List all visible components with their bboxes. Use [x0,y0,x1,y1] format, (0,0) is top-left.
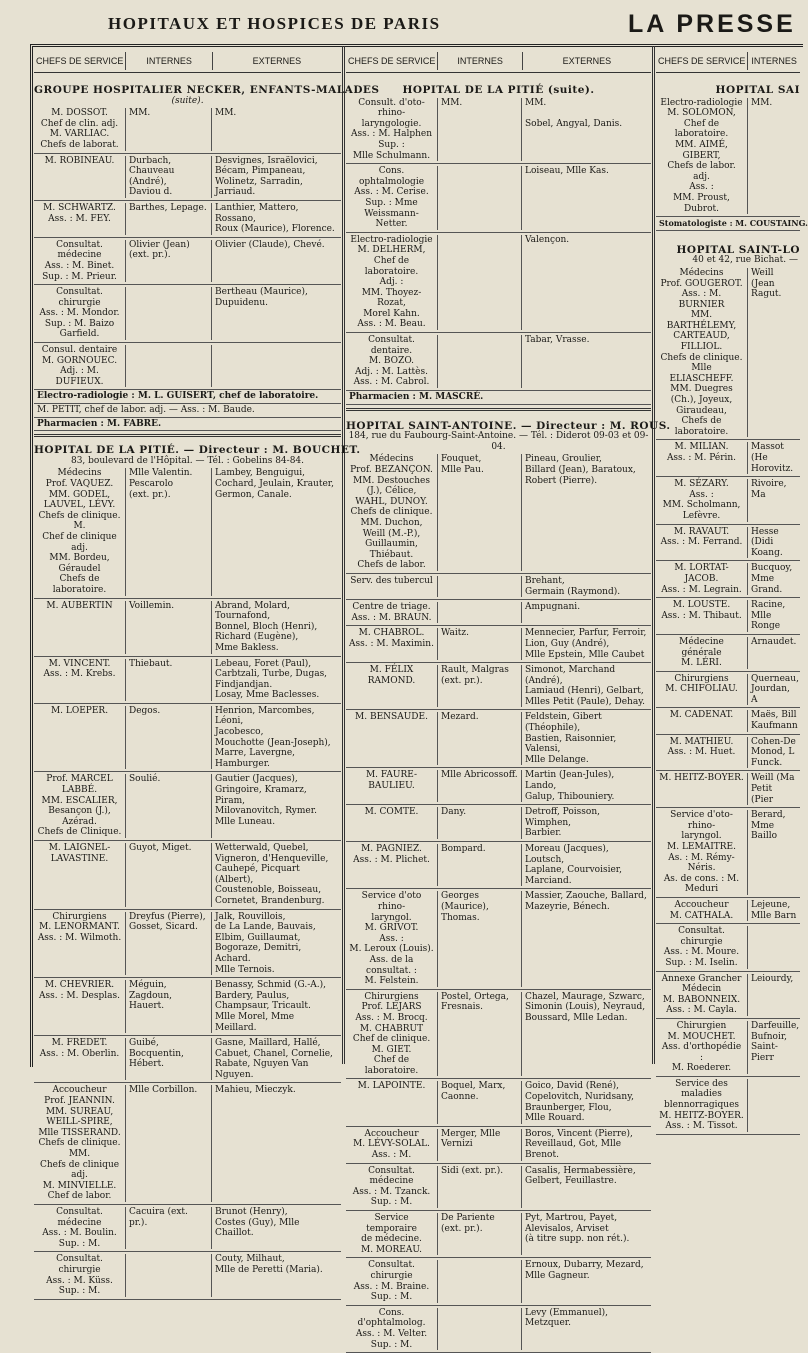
stomato-line: Stomatologiste : M. COUSTAING. [656,217,800,231]
table-necker [34,106,341,390]
table-row [656,898,800,924]
table-row [346,452,651,574]
cell-internes: Merger, Mlle Vernizi [438,1129,522,1161]
cell-chef: Médecine générale M. LÉRI. [656,637,748,669]
table-row [34,772,341,841]
cell-chef: M. CHEVRIER. Ass. : M. Desplas. [34,980,126,1033]
table-row [656,708,800,734]
section-title-pitie: HOPITAL DE LA PITIÉ. — Directeur : M. BOUCHET. [34,444,361,457]
table-row [346,805,651,842]
cell-externes: Valençon. [525,234,570,245]
cell-internes: Guyot, Miget. [126,843,212,907]
cell-chef: Accoucheur Prof. JEANNIN. MM. SUREAU, WEILL-SPIRE, Mlle TISSERAND. Chefs de clinique. MM. Chefs de clinique adj. M. MINVIELLE. Chef de labor. [34,1085,126,1202]
table-row [656,735,800,772]
header-internes: INTERNES [751,56,797,66]
cell-chef: M. VINCENT. Ass. : M. Krebs. [34,659,126,701]
cell-internes: Georges (Maurice), Thomas. [438,891,522,986]
column-header [656,50,800,73]
table-row [346,768,651,805]
table-row [656,96,800,218]
column-1 [34,50,380,1297]
column-3 [656,50,808,1132]
page-title: HOPITAUX ET HOSPICES DE PARIS [108,14,441,33]
cell-internes: Boquel, Marx, Caonne. [438,1081,522,1123]
cell-externes: Chazel, Maurage, Szwarc, Simonin (Louis), Neyraud, Boussard, Mlle Ledan. [525,991,646,1023]
table-row [656,635,800,672]
cell-internes: Olivier (Jean) (ext. pr.). [126,240,212,282]
table-row [346,626,651,663]
cell-internes: Bucquoy, Mme Grand. [751,563,793,595]
cell-internes: MM. [751,97,773,108]
cell-chef: M. HEITZ-BOYER. [656,773,748,805]
table-row [346,233,651,333]
cell-internes: MM. [126,108,212,150]
table-pitie [34,466,341,1299]
footer-line: Electro-radiologie : M. L. GUISERT, chef de laboratoire. [34,390,341,404]
cell-chef: M. RAVAUT. Ass. : M. Ferrand. [656,527,748,559]
column-header [34,50,341,73]
table-antoine [346,452,651,1353]
table-row [346,1164,651,1211]
cell-internes: Barthes, Lepage. [126,203,212,235]
header-chefs: CHEFS DE SERVICE [346,52,438,70]
header-externes: EXTERNES [562,56,612,66]
cell-chef: M. SÉZARY. Ass. : MM. Scholmann, Lefèvre. [656,479,748,521]
section-title-necker: GROUPE HOSPITALIER NECKER, ENFANTS-MALADES [34,84,380,96]
cell-internes [438,576,522,597]
cell-internes: Bompard. [438,844,522,886]
table-row [34,841,341,910]
cell-internes: Weill (Jean Ragut. [751,267,782,300]
cell-externes: Tabar, Vrasse. [525,335,590,346]
cell-chef: Consultat. médecine Ass. : M. Boulin. Sup. : M. [34,1207,126,1249]
cell-externes: Lebeau, Foret (Paul), Carbtzali, Turbe, Dugas, Findjandjan. Losay, Mme Baclesses. [215,658,328,701]
cell-internes: Waitz. [438,628,522,660]
cell-chef: M. CHABROL. Ass. : M. Maximin. [346,628,438,660]
section-subtitle: (suite). [171,95,204,106]
cell-internes: Berard, Mme Baillo [751,810,786,842]
cell-externes: Loiseau, Mlle Kas. [525,166,609,177]
table-row [346,663,651,710]
cell-externes: Ernoux, Dubarry, Mezard, Mlle Gagneur. [525,1260,644,1281]
cell-chef: M. LOEPER. [34,706,126,770]
cell-chef: M. MILIAN. Ass. : M. Périn. [656,442,748,474]
cell-externes: Olivier (Claude), Chevé. [215,239,325,250]
cell-internes: Darfeuille, Bufnoir, Saint-Pierr [751,1020,800,1063]
cell-externes: Abrand, Molard, Tournafond, Bonnel, Bloch (Henri), Richard (Eugène), Mme Bakless. [215,600,318,653]
table-row [346,1079,651,1126]
cell-internes [438,166,522,230]
table-row [34,343,341,390]
cell-chef: Service d'oto rhino- laryngol. M. GRIVOT. Ass. : M. Leroux (Louis). Ass. de la consultat. : M. Felstein. [346,891,438,986]
cell-chef: Consultat. chirurgie Ass. : M. Mondor. Sup. : M. Baizo Garfield. [34,287,126,340]
cell-chef: Consul. dentaire M. GORNOUEC. Adj. : M. DUFIEUX. [34,345,126,387]
table-row [34,466,341,598]
cell-chef: M. BENSAUDE. [346,712,438,765]
cell-externes: Lanthier, Mattero, Rossano, Roux (Maurice), Florence. [215,202,335,235]
table-row [34,704,341,773]
table-row [656,972,800,1019]
cell-chef: Chirurgiens Prof. LEJARS Ass. : M. Brocq. M. CHABRUT Chef de clinique. M. GIET. Chef de laboratoire. [346,992,438,1077]
cell-chef: M. COMTE. [346,807,438,839]
cell-internes: Postel, Ortega, Fresnais. [438,992,522,1077]
cell-externes: Levy (Emmanuel), Metzquer. [525,1307,609,1329]
cell-externes: Goico, David (René), Copelovitch, Nuridsany, Braunberger, Flou, Mlle Rouard. [525,1081,634,1124]
cell-chef: M. FAURE-BAULIEU. [346,770,438,802]
table-row [34,1205,341,1252]
table-row [346,1258,651,1305]
cell-chef: Cons. d'ophtalmolog. Ass. : M. Velter. Sup. : M. [346,1308,438,1350]
cell-chef: Service des maladies blennorragiques M. HEITZ-BOYER. Ass. : M. Tissot. [656,1079,748,1132]
table-row [656,477,800,524]
table-row [34,201,341,238]
cell-externes: Brunot (Henry), Costes (Guy), Mlle Chaillot. [215,1207,300,1239]
table-row [346,990,651,1080]
table-row [34,1083,341,1205]
table-row [34,154,341,201]
cell-externes: Bertheau (Maurice), Dupuidenu. [215,287,308,308]
cell-internes: Querneau, Jourdan, A [751,673,799,705]
column-rule [652,46,655,1064]
cell-externes: Massier, Zaouche, Ballard, Mazeyrie, Bénech. [525,891,647,912]
cell-chef: M. LOUSTE. Ass. : M. Thibaut. [656,600,748,632]
table-row [346,842,651,889]
cell-externes: Couty, Milhaut, Mlle de Peretti (Maria). [215,1254,323,1275]
cell-internes: Voillemin. [126,601,212,654]
cell-chef: Accoucheur M. CATHALA. [656,900,748,921]
cell-chef: Prof. MARCEL LABBÉ. MM. ESCALIER, Besançon (J.), Azérad. Chefs de Clinique. [34,774,126,838]
cell-internes: Degos. [126,706,212,770]
table-row [34,238,341,285]
cell-externes: Feldstein, Gibert (Théophile), Bastien, Raisonnier, Valensi, Mlle Delange. [525,712,617,765]
table-row [34,657,341,704]
cell-externes: Mennecier, Parfur, Ferroir, Lion, Guy (André), Mlle Epstein, Mlle Caubet [525,628,647,660]
cell-externes [212,345,341,387]
cell-chef: Accoucheur M. LÉVY-SOLAL. Ass. : M. [346,1129,438,1161]
table-row [656,924,800,971]
section-title-antoine: HOPITAL SAINT-ANTOINE. — Directeur : M. ROUS. [346,419,671,432]
table-row [34,1036,341,1083]
journal-title: LA PRESSE [628,10,796,38]
footer-line: M. PETIT, chef de labor. adj. — Ass. : M. Baude. [34,404,341,418]
cell-internes [126,345,212,387]
table-row [346,333,651,391]
cell-chef: M. FÉLIX RAMOND. [346,665,438,707]
cell-chef: Centre de triage. Ass. : M. BRAUN. [346,602,438,623]
column-rule [342,46,345,1064]
table-row [34,910,341,979]
table-row [346,1127,651,1164]
cell-externes: Simonot, Marchand (André), Lamiaud (Henri), Gelbart, Mlles Petit (Paule), Dehay. [525,665,645,707]
cell-chef: Chirurgiens M. CHIFOLIAU. [656,674,748,706]
cell-externes: Gautier (Jacques), Gringoire, Kramarz, Piram, Milovanovitch, Rymer. Mlle Luneau. [215,774,317,827]
column-header [346,50,651,73]
section-title-saint-louis: HOPITAL SAINT-LO [676,243,800,256]
section-address: 40 et 42, rue Bichat. — [692,255,798,266]
table-row [34,1252,341,1299]
cell-chef: M. AUBERTIN [34,601,126,654]
cell-internes: Racine, Mlle Ronge [751,600,786,632]
cell-externes: MM. Sobel, Angyal, Danis. [525,97,623,129]
table-row [34,285,341,343]
cell-internes [748,926,800,968]
cell-internes [748,1079,800,1132]
cell-chef: M. FREDET. Ass. : M. Oberlin. [34,1038,126,1080]
table-row [656,771,800,808]
cell-chef: Annexe Grancher Médecin M. BABONNEIX. Ass. : M. Cayla. [656,974,748,1016]
cell-externes: Benassy, Schmid (G.-A.), Bardery, Paulus, Champsaur, Tricault. Mlle Morel, Mme Meillard. [215,980,327,1033]
cell-chef: Médecins Prof. VAQUEZ. MM. GODEL, LAUVEL, LÉVY. Chefs de clinique. M. Chef de clinique adj. MM. Bordeu, Géraudel Chefs de laboratoire. [34,468,126,595]
cell-internes [438,602,522,623]
table-row [656,1019,800,1077]
cell-chef: M. ROBINEAU. [34,156,126,198]
cell-chef: Consultat. chirurgie Ass. : M. Moure. Sup. : M. Iselin. [656,926,748,968]
cell-internes: Mlle Abricossoff. [438,770,522,802]
cell-internes: Durbach, Chauveau (André), Daviou d. [126,156,212,198]
table-row [656,525,800,562]
table-row [34,599,341,657]
table-row [656,561,800,598]
header-chefs: CHEFS DE SERVICE [656,52,748,70]
cell-chef: M. LORTAT-JACOB. Ass. : M. Legrain. [656,563,748,595]
cell-internes: Hesse (Didi Koang. [751,526,783,558]
cell-internes: De Pariente (ext. pr.). [438,1213,522,1255]
table-row [346,164,651,233]
cell-chef: Service temporaire de médecine. M. MOREAU. [346,1213,438,1255]
cell-externes: Casalis, Hermabessière, Gelbert, Feuillastre. [525,1165,636,1187]
header-internes: INTERNES [438,52,522,70]
cell-internes: Dany. [438,807,522,839]
cell-chef: Médecins Prof. BEZANÇON. MM. Destouches (J.), Célice, WAHL, DUNOY. Chefs de clinique. MM. Duchon, Weill (M.-P.), Guillaumin, Thiébaut. Chefs de labor. [346,454,438,571]
cell-internes: Arnaudet. [751,636,797,647]
cell-externes: Mahieu, Mieczyk. [215,1085,296,1096]
cell-externes: Henrion, Marcombes, Léoni, Jacobesco, Mouchotte (Jean-Joseph), Marre, Lavergne, Hamburger. [215,705,331,769]
cell-externes: Detroff, Poisson, Wimphen, Barbier. [525,807,600,839]
cell-internes [438,1260,522,1302]
pharmacien-line: Pharmacien : M. MASCRÉ. [346,391,651,405]
table-saint-louis [656,266,800,1135]
table-row [346,889,651,989]
table-row [34,106,341,153]
cell-chef: Consultat. chirurgie Ass. : M. Braine. Sup. : M. [346,1260,438,1302]
cell-chef: Cons. ophtalmologie Ass. : M. Cerise. Sup. : Mme Weissmann-Netter. [346,166,438,230]
column-2 [346,50,671,1350]
cell-externes: Pineau, Groulier, Billard (Jean), Baratoux, Robert (Pierre). [525,454,636,486]
table-row [656,808,800,898]
header-externes: EXTERNES [252,56,302,66]
cell-chef: Médecins Prof. GOUGEROT. Ass. : M. BURNIER MM. BARTHÉLEMY, CARTEAUD, FILLIOL. Chefs de clinique. Mlle ELIASCHEFF. MM. Duegres (Ch.), Joyeux, Giraudeau, Chefs de laboratoire. [656,268,748,438]
cell-internes [438,1308,522,1350]
cell-chef: Consultat. médecine Ass. : M. Binet. Sup. : M. Prieur. [34,240,126,282]
cell-internes [438,335,522,388]
cell-chef: Serv. des tubercul [346,576,438,597]
cell-internes: Sidi (ext. pr.). [438,1166,522,1208]
cell-externes: Moreau (Jacques), Loutsch, Laplane, Courvoisier, Marciand. [525,844,622,886]
cell-externes: Boros, Vincent (Pierre), Reveillaud, Got, Mlle Brenot. [525,1128,633,1161]
cell-internes: Dreyfus (Pierre), Gosset, Sicard. [126,912,212,976]
cell-chef: M. MATHIEU. Ass. : M. Huet. [656,737,748,769]
cell-internes: Soulié. [126,774,212,838]
cell-chef: M. PAGNIEZ. Ass. : M. Plichet. [346,844,438,886]
table-row [656,1077,800,1135]
cell-chef: Consultat. dentaire. M. BOZO. Adj. : M. Lattès. Ass. : M. Cabrol. [346,335,438,388]
section-title-pitie-suite: HOPITAL DE LA PITIÉ (suite). [402,84,595,96]
cell-internes: Guibé, Bocquentin, Hébert. [126,1038,212,1080]
cell-internes: Thiebaut. [126,659,212,701]
cell-externes: Pyt, Martrou, Payet, Alevisalos, Arviset (à titre supp. non rét.). [525,1213,630,1245]
cell-externes: Brehant, Germain (Raymond). [525,575,621,597]
cell-internes: Maës, Bill Kaufmann [751,710,798,732]
cell-internes [438,235,522,330]
cell-internes: Leiourdy, [751,973,794,984]
cell-externes: Jalk, Rouvillois, de La Lande, Bauvais, Elbim, Guillaumat, Bogoraze, Demitri, Achard. Mlle Ternois. [215,911,316,975]
cell-internes: Massot (He Horovitz. [751,442,794,474]
cell-internes: Rault, Malgras (ext. pr.). [438,665,522,707]
cell-internes: Cohen-De Monod, L Funck. [751,736,796,768]
cell-chef: Electro-radiologie M. DELHERM, Chef de laboratoire. Adj. : MM. Thoyez-Rozat, Morel Kahn. Ass. : M. Beau. [346,235,438,330]
cell-internes: Mezard. [438,712,522,765]
cell-chef: M. LAIGNEL- LAVASTINE. [34,843,126,907]
table-row [346,96,651,165]
table-row [656,266,800,441]
cell-internes: Weill (Ma Petit (Pier [751,773,795,805]
table-row [346,574,651,600]
cell-internes [126,1254,212,1296]
cell-chef: Consultat. médecine Ass. : M. Tzanck. Sup. : M. [346,1166,438,1208]
section-title-col3: HOPITAL SAI [715,84,800,96]
table-row [656,598,800,635]
cell-chef: Consult. d'oto-rhino- laryngologie. Ass. : M. Halphen Sup. : Mlle Schulmann. [346,98,438,162]
cell-internes: Méguin, Zagdoun, Hauert. [126,980,212,1033]
divider [346,408,651,411]
cell-externes: Martin (Jean-Jules), Lando, Galup, Thibouniery. [525,770,615,802]
cell-externes: Ampugnani. [525,602,581,613]
cell-chef: Chirurgien M. MOUCHET. Ass. d'orthopédie : M. Roederer. [656,1021,748,1074]
page-header [0,0,800,44]
table-row [346,600,651,626]
cell-chef: M. LAPOINTE. [346,1081,438,1123]
cell-internes: MM. [438,98,522,162]
cell-internes: Lejeune, Mlle Barn [751,899,797,921]
header-internes: INTERNES [126,52,212,70]
cell-internes: Mlle Corbillon. [126,1085,212,1202]
cell-internes [126,287,212,340]
cell-chef: Service d'oto-rhino- laryngol. M. LEMAITRE. As. : M. Rémy-Néris. As. de cons. : M. Meduri [656,810,748,895]
cell-chef: M. CADENAT. [656,710,748,731]
cell-externes: MM. [215,108,237,119]
cell-chef: M. SCHWARTZ. Ass. : M. FEY. [34,203,126,235]
table-row [656,672,800,709]
table-row [34,978,341,1036]
header-chefs: CHEFS DE SERVICE [34,52,126,70]
divider [34,434,341,437]
table-col3-top [656,96,800,218]
table-row [656,440,800,477]
cell-chef: Electro-radiologie M. SOLOMON, Chef de laboratoire. MM. AIMÉ, GIBERT, Chefs de labor. adj. Ass. : MM. Proust, Dubrot. [656,98,748,215]
table-row [346,1306,651,1353]
cell-externes: Desvignes, Israëlovici, Bécam, Pimpaneau, Wolinetz, Sarradin, Jarriaud. [215,155,318,198]
cell-chef: Chirurgiens M. LENORMANT. Ass. : M. Wilmoth. [34,912,126,976]
cell-externes: Gasne, Maillard, Hallé, Cabuet, Chanel, Cornelie, Rabate, Nguyen Van Nguyen. [215,1038,333,1080]
cell-internes: Fouquet, Mlle Pau. [438,454,522,571]
cell-chef: M. DOSSOT. Chef de clin. adj. M. VARLIAC. Chefs de laborat. [34,108,126,150]
table-pitie-suite [346,96,651,391]
cell-internes: Mlle Valentin. Pescarolo (ext. pr.). [126,468,212,595]
cell-chef: Consultat. chirurgie Ass. : M. Küss. Sup. : M. [34,1254,126,1296]
cell-externes: Lambey, Benguigui, Cochard, Jeulain, Krauter, Germon, Canale. [215,468,334,500]
table-row [346,710,651,768]
cell-internes: Cacuira (ext. pr.). [126,1207,212,1249]
table-row [346,1211,651,1258]
cell-externes: Wetterwald, Quebel, Vigneron, d'Henqueville, Cauhepé, Picquart (Albert), Coustenoble, Boisseau, Cornetet, Brandenburg. [215,843,329,906]
cell-internes: Rivoire, Ma [751,479,787,500]
section-address: 184, rue du Faubourg-Saint-Antoine. — Tél. : Diderot 09-03 et 09-04. [348,431,649,452]
section-address: 83, boulevard de l'Hôpital. — Tél. : Gobelins 84-84. [70,455,305,466]
footer-line: Pharmacien : M. FABRE. [34,418,341,432]
